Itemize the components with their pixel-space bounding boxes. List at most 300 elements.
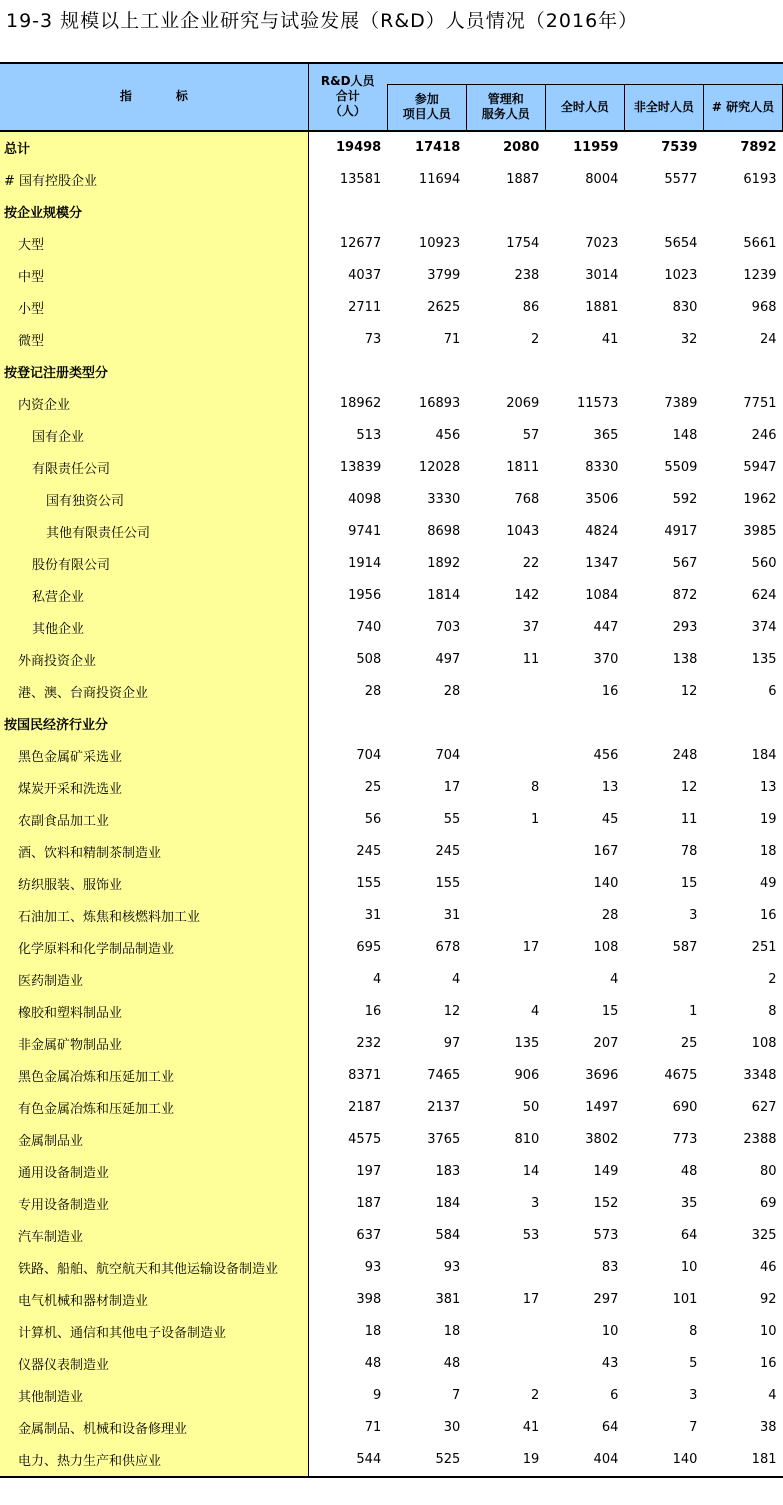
row-label: 其他企业 xyxy=(0,612,308,644)
fulltime-header: 全时人员 xyxy=(545,85,624,131)
row-value: 48 xyxy=(680,1164,698,1179)
row-value: 4917 xyxy=(664,524,698,539)
row-value: 872 xyxy=(672,588,698,603)
row-value: 587 xyxy=(672,940,698,955)
table-row xyxy=(0,1444,783,1477)
row-value: 773 xyxy=(672,1132,698,1147)
row-value: 142 xyxy=(514,588,540,603)
indicator-header xyxy=(0,63,308,131)
row-label: 铁路、船舶、航空航天和其他运输设备制造业 xyxy=(0,1252,308,1284)
row-value: 71 xyxy=(364,1420,382,1435)
row-value: 41 xyxy=(522,1420,540,1435)
row-value: 374 xyxy=(751,620,777,635)
row-value: 48 xyxy=(443,1356,461,1371)
row-value: 64 xyxy=(680,1228,698,1243)
row-value: 13 xyxy=(601,780,619,795)
row-value: 12 xyxy=(680,780,698,795)
row-value: 108 xyxy=(593,940,619,955)
row-value: 10923 xyxy=(418,236,461,251)
row-value: 197 xyxy=(356,1164,382,1179)
row-value: 810 xyxy=(514,1132,540,1147)
row-value: 155 xyxy=(435,876,461,891)
row-value: 624 xyxy=(751,588,777,603)
row-value: 4037 xyxy=(348,268,382,283)
table-row xyxy=(0,1156,783,1188)
row-value: 325 xyxy=(751,1228,777,1243)
row-value xyxy=(466,356,545,388)
table-body xyxy=(0,131,783,1477)
row-label: 港、澳、台商投资企业 xyxy=(0,676,308,708)
row-value: 1814 xyxy=(427,588,461,603)
table-row xyxy=(0,164,783,196)
row-value: 5 xyxy=(689,1356,698,1371)
table-row xyxy=(0,1028,783,1060)
project-header-line-1: 参加 xyxy=(414,92,439,107)
row-value: 31 xyxy=(364,908,382,923)
mgmt-header-line-2: 服务人员 xyxy=(481,107,530,122)
row-label: 非金属矿物制品业 xyxy=(0,1028,308,1060)
row-label: # 国有控股企业 xyxy=(0,164,308,196)
row-label: 其他有限责任公司 xyxy=(0,516,308,548)
row-value xyxy=(466,964,545,996)
row-value: 456 xyxy=(435,428,461,443)
table-row xyxy=(0,1380,783,1412)
row-value: 11 xyxy=(522,652,540,667)
table-row xyxy=(0,1316,783,1348)
row-value: 56 xyxy=(364,812,382,827)
mgmt-header xyxy=(466,85,545,131)
row-label: 仪器仪表制造业 xyxy=(0,1348,308,1380)
row-label: 汽车制造业 xyxy=(0,1220,308,1252)
row-value: 11694 xyxy=(418,172,461,187)
row-value: 1497 xyxy=(585,1100,619,1115)
row-value: 3 xyxy=(689,1388,698,1403)
row-value: 93 xyxy=(364,1260,382,1275)
row-value: 93 xyxy=(443,1260,461,1275)
row-value: 78 xyxy=(680,844,698,859)
row-value: 15 xyxy=(680,876,698,891)
row-value: 16 xyxy=(759,1356,777,1371)
table-row xyxy=(0,420,783,452)
row-value: 4824 xyxy=(585,524,619,539)
table-row xyxy=(0,260,783,292)
row-label: 电力、热力生产和供应业 xyxy=(0,1444,308,1477)
table-row xyxy=(0,1092,783,1124)
row-value: 3802 xyxy=(585,1132,619,1147)
row-value: 627 xyxy=(751,1100,777,1115)
row-value: 152 xyxy=(593,1196,619,1211)
row-value: 50 xyxy=(522,1100,540,1115)
row-value: 8 xyxy=(768,1004,777,1019)
row-value: 584 xyxy=(435,1228,461,1243)
row-value: 4 xyxy=(768,1388,777,1403)
row-value: 43 xyxy=(601,1356,619,1371)
table-row xyxy=(0,644,783,676)
row-value: 8330 xyxy=(585,460,619,475)
row-label: 按企业规模分 xyxy=(0,196,308,228)
row-value: 5661 xyxy=(743,236,777,251)
row-value: 293 xyxy=(672,620,698,635)
row-value: 381 xyxy=(435,1292,461,1307)
row-value: 4 xyxy=(372,972,382,987)
row-value: 22 xyxy=(522,556,540,571)
row-value: 544 xyxy=(308,1444,387,1477)
row-value: 2711 xyxy=(348,300,382,315)
row-value: 15 xyxy=(601,1004,619,1019)
row-value: 508 xyxy=(356,652,382,667)
row-value: 8698 xyxy=(427,524,461,539)
row-value xyxy=(466,676,545,708)
row-value: 703 xyxy=(435,620,461,635)
row-value xyxy=(466,708,545,740)
row-value: 187 xyxy=(356,1196,382,1211)
row-value: 560 xyxy=(751,556,777,571)
table-row xyxy=(0,580,783,612)
row-value: 108 xyxy=(751,1036,777,1051)
row-value: 7389 xyxy=(664,396,698,411)
row-value: 248 xyxy=(672,748,698,763)
row-value xyxy=(545,708,624,740)
row-label: 石油加工、炼焦和核燃料加工业 xyxy=(0,900,308,932)
row-value xyxy=(466,196,545,228)
row-value: 45 xyxy=(601,812,619,827)
row-label: 有色金属冶炼和压延加工业 xyxy=(0,1092,308,1124)
row-value: 704 xyxy=(356,748,382,763)
row-value: 3765 xyxy=(427,1132,461,1147)
row-value: 167 xyxy=(593,844,619,859)
row-value: 6 xyxy=(610,1388,619,1403)
row-value: 3696 xyxy=(585,1068,619,1083)
row-value: 1043 xyxy=(506,524,540,539)
table-row xyxy=(0,292,783,324)
row-label: 煤炭开采和洗选业 xyxy=(0,772,308,804)
table-row xyxy=(0,1252,783,1284)
row-value: 678 xyxy=(435,940,461,955)
row-value: 69 xyxy=(759,1196,777,1211)
row-value: 1962 xyxy=(743,492,777,507)
row-value: 11959 xyxy=(573,140,619,155)
row-value: 11 xyxy=(680,812,698,827)
row-label: 总计 xyxy=(0,131,308,164)
table-row xyxy=(0,1124,783,1156)
row-value: 12 xyxy=(443,1004,461,1019)
row-value: 1914 xyxy=(348,556,382,571)
row-label: 小型 xyxy=(0,292,308,324)
table-row xyxy=(0,772,783,804)
table-row xyxy=(0,452,783,484)
row-value: 7892 xyxy=(740,140,777,155)
row-value: 245 xyxy=(356,844,382,859)
row-value: 637 xyxy=(356,1228,382,1243)
row-label: 化学原料和化学制品制造业 xyxy=(0,932,308,964)
row-value: 207 xyxy=(593,1036,619,1051)
table-row xyxy=(0,804,783,836)
row-value: 7539 xyxy=(661,140,698,155)
row-value: 35 xyxy=(680,1196,698,1211)
row-value: 97 xyxy=(443,1036,461,1051)
row-value: 17 xyxy=(522,940,540,955)
table-row xyxy=(0,932,783,964)
row-label: 按登记注册类型分 xyxy=(0,356,308,388)
row-value: 695 xyxy=(356,940,382,955)
row-value: 184 xyxy=(435,1196,461,1211)
row-value xyxy=(545,196,624,228)
row-value: 49 xyxy=(759,876,777,891)
row-value: 71 xyxy=(443,332,461,347)
row-label: 农副食品加工业 xyxy=(0,804,308,836)
row-value: 1892 xyxy=(427,556,461,571)
row-label: 黑色金属矿采选业 xyxy=(0,740,308,772)
row-value: 5947 xyxy=(743,460,777,475)
row-label: 通用设备制造业 xyxy=(0,1156,308,1188)
row-value: 1956 xyxy=(348,588,382,603)
row-value: 567 xyxy=(672,556,698,571)
row-value xyxy=(387,356,466,388)
row-value xyxy=(466,740,545,772)
row-label: 酒、饮料和精制茶制造业 xyxy=(0,836,308,868)
research-header: # 研究人员 xyxy=(703,85,782,131)
row-value: 251 xyxy=(751,940,777,955)
row-value: 297 xyxy=(593,1292,619,1307)
row-value: 13 xyxy=(759,780,777,795)
row-value: 41 xyxy=(601,332,619,347)
row-value xyxy=(387,196,466,228)
table-row xyxy=(0,612,783,644)
table-row xyxy=(0,708,783,740)
row-value: 1347 xyxy=(585,556,619,571)
table-row xyxy=(0,868,783,900)
row-value: 18962 xyxy=(339,396,382,411)
row-value xyxy=(624,708,703,740)
row-value: 704 xyxy=(435,748,461,763)
table-row xyxy=(0,900,783,932)
row-value xyxy=(624,964,703,996)
row-value: 2080 xyxy=(503,140,540,155)
row-value: 232 xyxy=(356,1036,382,1051)
row-value: 3 xyxy=(689,908,698,923)
row-value: 4 xyxy=(610,972,619,987)
mgmt-header-line-1: 管理和 xyxy=(487,92,524,107)
total-header-line-3: （人） xyxy=(329,104,366,119)
row-value: 17 xyxy=(522,1292,540,1307)
table-row xyxy=(0,676,783,708)
row-label: 按国民经济行业分 xyxy=(0,708,308,740)
row-label: 股份有限公司 xyxy=(0,548,308,580)
rd-personnel-table xyxy=(0,62,783,1478)
row-value: 2069 xyxy=(506,396,540,411)
row-value xyxy=(466,868,545,900)
row-value: 48 xyxy=(364,1356,382,1371)
row-value: 101 xyxy=(672,1292,698,1307)
row-value: 1239 xyxy=(743,268,777,283)
row-value: 16 xyxy=(364,1004,382,1019)
row-value: 55 xyxy=(443,812,461,827)
row-value: 1023 xyxy=(664,268,698,283)
row-value: 11573 xyxy=(577,396,619,411)
row-value: 404 xyxy=(545,1444,624,1477)
row-label: 微型 xyxy=(0,324,308,356)
row-value: 6193 xyxy=(743,172,777,187)
row-value: 592 xyxy=(672,492,698,507)
row-value: 246 xyxy=(751,428,777,443)
row-value: 4 xyxy=(531,1004,540,1019)
row-value: 7 xyxy=(689,1420,698,1435)
row-value: 28 xyxy=(364,684,382,699)
row-value: 28 xyxy=(601,908,619,923)
row-value: 24 xyxy=(759,332,777,347)
row-value: 38 xyxy=(759,1420,777,1435)
row-value: 1 xyxy=(689,1004,698,1019)
row-value xyxy=(703,708,782,740)
row-value: 13839 xyxy=(339,460,382,475)
row-label: 其他制造业 xyxy=(0,1380,308,1412)
row-value: 5577 xyxy=(664,172,698,187)
row-value: 140 xyxy=(593,876,619,891)
row-value xyxy=(308,708,387,740)
row-value: 2137 xyxy=(427,1100,461,1115)
row-label: 金属制品、机械和设备修理业 xyxy=(0,1412,308,1444)
row-value: 906 xyxy=(514,1068,540,1083)
row-value xyxy=(308,196,387,228)
indicator-header-char-1: 指 xyxy=(119,89,132,104)
row-value: 138 xyxy=(672,652,698,667)
row-value: 3330 xyxy=(427,492,461,507)
row-value: 18 xyxy=(364,1324,382,1339)
row-value: 10 xyxy=(601,1324,619,1339)
row-value: 25 xyxy=(680,1036,698,1051)
row-value xyxy=(624,356,703,388)
row-value: 7023 xyxy=(585,236,619,251)
row-value: 456 xyxy=(593,748,619,763)
row-value: 57 xyxy=(522,428,540,443)
row-label: 有限责任公司 xyxy=(0,452,308,484)
row-value: 4575 xyxy=(348,1132,382,1147)
table-row xyxy=(0,324,783,356)
total-header-line-1: R&D人员 xyxy=(320,74,375,89)
row-label: 大型 xyxy=(0,228,308,260)
row-value: 19 xyxy=(466,1444,545,1477)
row-value: 3348 xyxy=(743,1068,777,1083)
table-row xyxy=(0,964,783,996)
row-value: 16 xyxy=(759,908,777,923)
row-value: 690 xyxy=(672,1100,698,1115)
row-value: 1811 xyxy=(506,460,540,475)
table-row xyxy=(0,1284,783,1316)
row-value: 83 xyxy=(601,1260,619,1275)
row-value: 8004 xyxy=(585,172,619,187)
row-value: 7465 xyxy=(427,1068,461,1083)
row-value: 10 xyxy=(759,1324,777,1339)
row-value: 28 xyxy=(443,684,461,699)
row-value: 19498 xyxy=(336,140,382,155)
row-value: 968 xyxy=(751,300,777,315)
row-value: 92 xyxy=(759,1292,777,1307)
table-row xyxy=(0,228,783,260)
row-value xyxy=(466,1316,545,1348)
table-row xyxy=(0,1348,783,1380)
row-label: 黑色金属冶炼和压延加工业 xyxy=(0,1060,308,1092)
row-value: 830 xyxy=(672,300,698,315)
table-row xyxy=(0,996,783,1028)
row-value: 135 xyxy=(751,652,777,667)
row-value: 18 xyxy=(443,1324,461,1339)
row-value: 4675 xyxy=(664,1068,698,1083)
row-value: 2 xyxy=(531,332,540,347)
total-header xyxy=(308,63,387,131)
row-value: 573 xyxy=(593,1228,619,1243)
row-value: 73 xyxy=(364,332,382,347)
project-header xyxy=(387,85,466,131)
row-value xyxy=(466,836,545,868)
row-value: 17 xyxy=(443,780,461,795)
row-label: 内资企业 xyxy=(0,388,308,420)
row-value: 2 xyxy=(531,1388,540,1403)
row-value: 7751 xyxy=(743,396,777,411)
row-value: 80 xyxy=(759,1164,777,1179)
row-label: 医药制造业 xyxy=(0,964,308,996)
row-value: 3985 xyxy=(743,524,777,539)
row-value: 4 xyxy=(452,972,461,987)
table-row xyxy=(0,836,783,868)
row-value: 245 xyxy=(435,844,461,859)
row-value: 2 xyxy=(768,972,777,987)
row-label: 金属制品业 xyxy=(0,1124,308,1156)
row-value: 183 xyxy=(435,1164,461,1179)
row-value: 497 xyxy=(435,652,461,667)
row-value: 740 xyxy=(356,620,382,635)
row-value: 1754 xyxy=(506,236,540,251)
row-value: 3506 xyxy=(585,492,619,507)
row-value: 16893 xyxy=(418,396,461,411)
row-value: 37 xyxy=(522,620,540,635)
row-value: 6 xyxy=(768,684,777,699)
row-label: 中型 xyxy=(0,260,308,292)
row-value: 5654 xyxy=(664,236,698,251)
table-row xyxy=(0,1412,783,1444)
row-value: 3799 xyxy=(427,268,461,283)
row-label: 国有独资公司 xyxy=(0,484,308,516)
row-value xyxy=(308,356,387,388)
row-value xyxy=(466,900,545,932)
parttime-header: 非全时人员 xyxy=(624,85,703,131)
row-value: 140 xyxy=(624,1444,703,1477)
row-label: 专用设备制造业 xyxy=(0,1188,308,1220)
row-label: 纺织服装、服饰业 xyxy=(0,868,308,900)
row-value: 2625 xyxy=(427,300,461,315)
row-value: 14 xyxy=(522,1164,540,1179)
row-value: 238 xyxy=(514,268,540,283)
row-value: 12 xyxy=(680,684,698,699)
row-value xyxy=(466,1252,545,1284)
indicator-header-char-2: 标 xyxy=(175,89,188,104)
page-title: 19-3 规模以上工业企业研究与试验发展（R&D）人员情况（2016年） xyxy=(6,10,639,32)
row-value: 5509 xyxy=(664,460,698,475)
table-row xyxy=(0,484,783,516)
row-value: 64 xyxy=(601,1420,619,1435)
row-value: 53 xyxy=(522,1228,540,1243)
row-value: 398 xyxy=(356,1292,382,1307)
total-header-line-2: 合计 xyxy=(335,89,360,104)
row-value: 155 xyxy=(356,876,382,891)
row-value: 16 xyxy=(601,684,619,699)
row-value xyxy=(466,1348,545,1380)
row-value: 30 xyxy=(443,1420,461,1435)
row-value: 8371 xyxy=(348,1068,382,1083)
row-value: 17418 xyxy=(415,140,461,155)
row-value xyxy=(624,196,703,228)
row-value: 1881 xyxy=(585,300,619,315)
row-value: 8 xyxy=(531,780,540,795)
